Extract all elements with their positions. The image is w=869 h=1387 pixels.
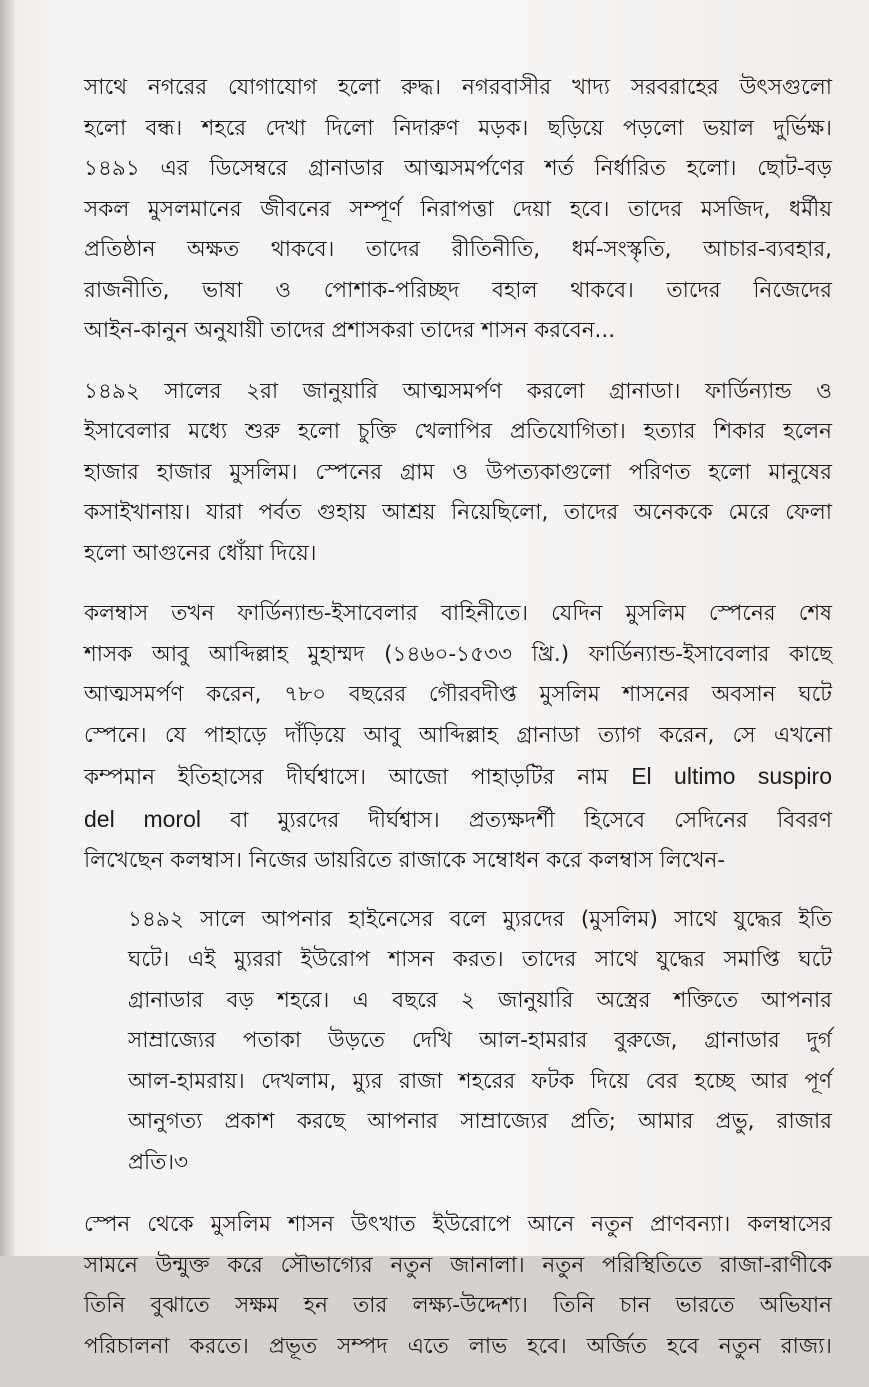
block-quote <box>128 900 832 1184</box>
latin-phrase: del morol <box>84 805 201 832</box>
quote-line: গ্রানাডার বড় শহরে। এ বছরে ২ জানুয়ারি অস্ত্রের শক্তিতে আপনার <box>128 987 832 1013</box>
body-text <box>84 68 832 1387</box>
paragraph-1 <box>84 68 832 352</box>
text-line: ১৪৯১ এর ডিসেম্বরে গ্রানাডার আত্মসমর্পণের শর্ত নির্ধারিত হলো। ছোট-বড় <box>84 156 832 181</box>
paragraph-2 <box>84 372 832 575</box>
latin-phrase: El ultimo suspiro <box>631 763 832 789</box>
text-line: আত্মসমর্পণ করেন, ৭৮০ বছরের গৌরবদীপ্ত মুসলিম শাসনের অবসান ঘটে <box>84 682 832 707</box>
quote-line: প্রতি।৩ <box>128 1149 188 1175</box>
quote-line: আনুগত্য প্রকাশ করছে আপনার সাম্রাজ্যের প্রতি; আমার প্রভু, রাজার <box>128 1109 832 1134</box>
text-line: তিনি বুঝাতে সক্ষম হন তার লক্ষ্য-উদ্দেশ্য। তিনি চান ভারতে অভিযান <box>84 1293 832 1318</box>
quote-line: আল-হামরায়। দেখলাম, ম্যুর রাজা শহরের ফটক দিয়ে বের হচ্ছে আর পূর্ণ <box>128 1068 832 1094</box>
text-line: পরিচালনা করতে। প্রভূত সম্পদ এতে লাভ হবে। অর্জিত হবে নতুন রাজ্য। <box>84 1333 832 1359</box>
text-line: হলো বন্ধ। শহরে দেখা দিলো নিদারুণ মড়ক। ছড়িয়ে পড়লো ভয়াল দুর্ভিক্ষ। <box>84 115 832 141</box>
text-line: আইন-কানুন অনুযায়ী তাদের প্রশাসকরা তাদের শাসন করবেন... <box>84 318 616 343</box>
text-line: শাসক আবু আব্দিল্লাহ মুহাম্মদ (১৪৬০-১৫৩৩ খ্রি.) ফার্ডিন্যান্ড-ইসাবেলার কাছে <box>84 641 832 667</box>
quote-line: সাম্রাজ্যের পতাকা উড়তে দেখি আল-হামরার বুরুজে, গ্রানাডার দুর্গ <box>128 1028 832 1053</box>
text-line: সকল মুসলমানের জীবনের সম্পূর্ণ নিরাপত্তা দেয়া হবে। তাদের মসজিদ, ধর্মীয় <box>84 196 832 222</box>
text-line: সাথে নগরের যোগাযোগ হলো রুদ্ধ। নগরবাসীর খাদ্য সরবরাহের উৎসগুলো <box>84 75 832 100</box>
text-line: ইসাবেলার মধ্যে শুরু হলো চুক্তি খেলাপির প্রতিযোগিতা। হত্যার শিকার হলেন <box>84 419 832 444</box>
text-line: সামনে উন্মুক্ত করে সৌভাগ্যের নতুন জানালা। নতুন পরিস্থিতিতে রাজা-রাণীকে <box>84 1252 832 1278</box>
quote-line: ১৪৯২ সালে আপনার হাইনেসের বলে ম্যুরদের (মুসলিম) সাথে যুদ্ধের ইতি <box>128 906 832 932</box>
text-fragment: বা ম্যুরদের দীর্ঘশ্বাস। প্রত্যক্ষদর্শী হিসেবে সেদিনের বিবরণ <box>200 807 832 833</box>
text-line: হাজার হাজার মুসলিম। স্পেনের গ্রাম ও উপত্যকাগুলো পরিণত হলো মানুষের <box>84 459 832 485</box>
paragraph-5 <box>84 1205 832 1367</box>
text-line: কলম্বাস তখন ফার্ডিন্যান্ড-ইসাবেলার বাহিনীতে। যেদিন মুসলিম স্পেনের শেষ <box>84 601 832 626</box>
text-line: প্রতিষ্ঠান অক্ষত থাকবে। তাদের রীতিনীতি, ধর্ম-সংস্কৃতি, আচার-ব্যবহার, <box>84 237 832 262</box>
page-gutter-shadow <box>0 0 14 1256</box>
text-line <box>84 799 832 842</box>
text-line: হলো আগুনের ধোঁয়া দিয়ে। <box>84 540 317 566</box>
text-line: স্পেন থেকে মুসলিম শাসন উৎখাত ইউরোপে আনে নতুন প্রাণবন্যা। কলম্বাসের <box>84 1212 832 1237</box>
paragraph-3 <box>84 594 832 882</box>
text-line: লিখেছেন কলম্বাস। নিজের ডায়রিতে রাজাকে সম্বোধন করে কলম্বাস লিখেন- <box>84 848 726 873</box>
text-fragment: কম্পমান ইতিহাসের দীর্ঘশ্বাসে। আজো পাহাড়টির নাম <box>84 765 632 790</box>
text-line: কসাইখানায়। যারা পর্বত গুহায় আশ্রয় নিয়েছিলো, তাদের অনেককে মেরে ফেলা <box>84 500 832 525</box>
text-line: ১৪৯২ সালের ২রা জানুয়ারি আত্মসমর্পণ করলো গ্রানাডা। ফার্ডিন্যান্ড ও <box>84 378 832 404</box>
text-line: রাজনীতি, ভাষা ও পোশাক-পরিচ্ছদ বহাল থাকবে। তাদের নিজেদের <box>84 277 832 303</box>
text-line <box>84 756 832 799</box>
text-line: স্পেনে। যে পাহাড়ে দাঁড়িয়ে আবু আব্দিল্লাহ গ্রানাডা ত্যাগ করেন, সে এখনো <box>84 722 832 748</box>
quote-line: ঘটে। এই ম্যুররা ইউরোপ শাসন করত। তাদের সাথে যুদ্ধের সমাপ্তি ঘটে <box>128 947 832 972</box>
